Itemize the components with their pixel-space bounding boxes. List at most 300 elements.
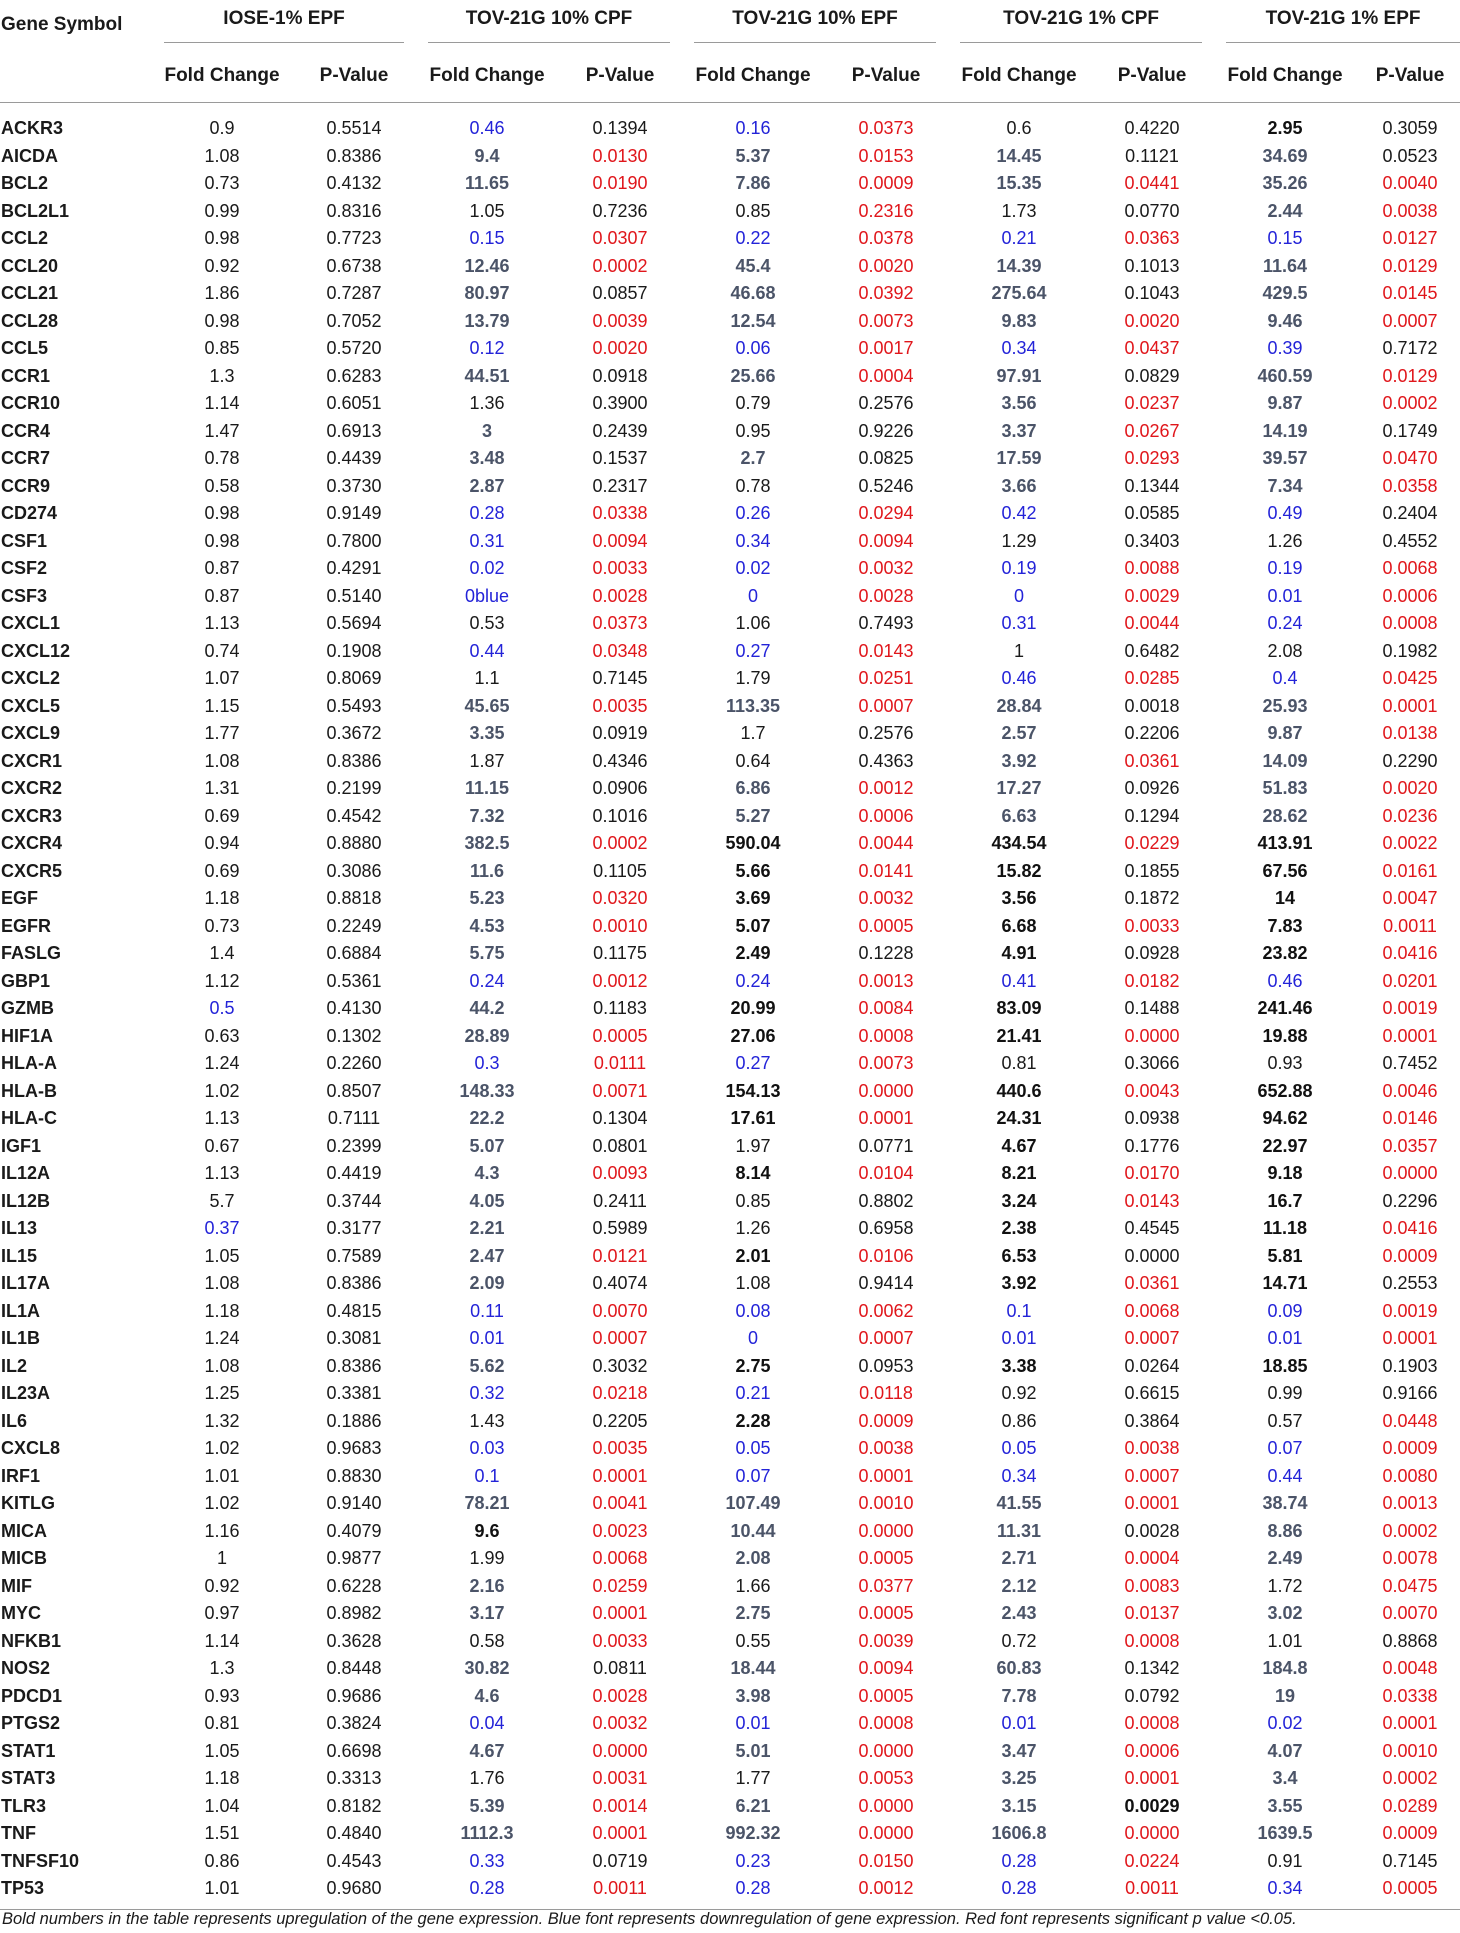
fold-change-cell: 1.25 (204, 1383, 240, 1404)
group-header: IOSE-1% EPF (148, 0, 412, 50)
fold-change-cell: 9.4 (474, 145, 500, 166)
fold-change-cell: 1.36 (469, 393, 505, 414)
p-value-cell: 0.0005 (1382, 1878, 1438, 1899)
fold-change-cell: 20.99 (730, 998, 776, 1019)
p-value-cell: 0.5140 (326, 585, 382, 606)
p-value-cell: 0.6482 (1124, 640, 1180, 661)
p-value-cell: 0.0470 (1382, 448, 1438, 469)
p-value-cell: 0.0012 (858, 1878, 914, 1899)
p-value-cell: 0.0378 (858, 228, 914, 249)
fold-change-cell: 3.47 (1001, 1740, 1037, 1761)
p-value-cell: 0.0001 (1382, 1713, 1438, 1734)
fold-change-cell: 7.34 (1267, 475, 1303, 496)
gene-symbol-cell: IL1A (1, 1300, 41, 1321)
p-value-cell: 0.0437 (1124, 338, 1180, 359)
p-value-cell: 0.1342 (1124, 1658, 1180, 1679)
fold-change-header: Fold Change (961, 65, 1077, 86)
fold-change-cell: 1.01 (204, 1878, 240, 1899)
p-value-cell: 0.0953 (858, 1355, 914, 1376)
p-value-cell: 0.0007 (858, 1328, 914, 1349)
p-value-cell: 0.0007 (592, 1328, 648, 1349)
fold-change-cell: 45.4 (735, 255, 771, 276)
fold-change-cell: 3.66 (1001, 475, 1037, 496)
fold-change-cell: 2.38 (1001, 1218, 1037, 1239)
fold-change-cell: 0.99 (204, 200, 240, 221)
fold-change-cell: 1639.5 (1257, 1823, 1313, 1844)
p-value-cell: 0.0293 (1124, 448, 1180, 469)
fold-change-cell: 5.07 (735, 915, 771, 936)
p-value-cell: 0.3032 (592, 1355, 648, 1376)
fold-change-cell: 0.15 (1267, 228, 1303, 249)
gene-symbol-cell: PTGS2 (1, 1713, 61, 1734)
p-value-cell: 0.0000 (858, 1740, 914, 1761)
fold-change-cell: 14.09 (1262, 750, 1308, 771)
gene-symbol-cell: TLR3 (1, 1795, 46, 1816)
fold-change-cell: 0.92 (204, 255, 240, 276)
p-value-cell: 0.0022 (1382, 833, 1438, 854)
fold-change-cell: 0.15 (469, 228, 505, 249)
p-value-cell: 0.0040 (1382, 173, 1438, 194)
gene-symbol-cell: CCR1 (1, 365, 51, 386)
p-value-cell: 0.0201 (1382, 970, 1438, 991)
fold-change-cell: 1.73 (1001, 200, 1037, 221)
fold-change-cell: 4.67 (1001, 1135, 1037, 1156)
table-row (0, 665, 1460, 693)
p-value-cell: 0.7723 (326, 228, 382, 249)
fold-change-cell: 0.37 (204, 1218, 240, 1239)
p-value-cell: 0.8386 (326, 1355, 382, 1376)
p-value-cell: 0.0005 (858, 915, 914, 936)
p-value-cell: 0.0029 (1124, 585, 1180, 606)
p-value-cell: 0.3066 (1124, 1053, 1180, 1074)
fold-change-cell: 28.89 (464, 1025, 510, 1046)
p-value-cell: 0.0005 (858, 1685, 914, 1706)
fold-change-cell: 0.93 (204, 1685, 240, 1706)
table-row (0, 1490, 1460, 1518)
fold-change-cell: 6.53 (1001, 1245, 1037, 1266)
fold-change-cell: 9.6 (474, 1520, 500, 1541)
table-row (0, 1188, 1460, 1216)
fold-change-cell: 1.07 (204, 668, 240, 689)
p-value-cell: 0.4439 (326, 448, 382, 469)
fold-change-cell: 2.43 (1001, 1603, 1037, 1624)
fold-change-cell: 0.95 (735, 420, 771, 441)
fold-change-cell: 0.63 (204, 1025, 240, 1046)
p-value-cell: 0.0009 (858, 1410, 914, 1431)
fold-change-cell: 0.16 (735, 118, 771, 139)
p-value-cell: 0.1228 (858, 943, 914, 964)
fold-change-cell: 12.54 (730, 310, 776, 331)
gene-symbol-cell: MICA (1, 1520, 47, 1541)
fold-change-cell: 3.15 (1001, 1795, 1037, 1816)
fold-change-cell: 0.09 (1267, 1300, 1303, 1321)
p-value-cell: 0.0008 (1382, 613, 1438, 634)
p-value-cell: 0.0084 (858, 998, 914, 1019)
fold-change-cell: 0.44 (469, 640, 505, 661)
fold-change-cell: 0 (748, 1328, 759, 1349)
gene-symbol-cell: CXCL12 (1, 640, 71, 661)
fold-change-cell: 13.79 (464, 310, 510, 331)
fold-change-cell: 1.31 (204, 778, 240, 799)
fold-change-cell: 0.97 (204, 1603, 240, 1624)
p-value-cell: 0.2439 (592, 420, 648, 441)
p-value-cell: 0.3177 (326, 1218, 382, 1239)
p-value-cell: 0.8182 (326, 1795, 382, 1816)
p-value-cell: 0.5514 (326, 118, 382, 139)
gene-symbol-cell: IL12A (1, 1163, 51, 1184)
table-row (0, 1518, 1460, 1546)
fold-change-cell: 1.29 (1001, 530, 1037, 551)
fold-change-cell: 5.75 (469, 943, 505, 964)
p-value-cell: 0.0121 (592, 1245, 648, 1266)
fold-change-cell: 1.26 (1267, 530, 1303, 551)
fold-change-cell: 9.18 (1267, 1163, 1303, 1184)
p-value-cell: 0.3081 (326, 1328, 382, 1349)
fold-change-cell: 4.3 (474, 1163, 500, 1184)
fold-change-cell: 0.3 (474, 1053, 500, 1074)
p-value-cell: 0.0307 (592, 228, 648, 249)
p-value-cell: 0.0448 (1382, 1410, 1438, 1431)
fold-change-cell: 35.26 (1262, 173, 1308, 194)
p-value-cell: 0.1537 (592, 448, 648, 469)
fold-change-cell: 590.04 (725, 833, 781, 854)
p-value-cell: 0.0035 (592, 1438, 648, 1459)
p-value-cell: 0.0377 (858, 1575, 914, 1596)
fold-change-cell: 2.75 (735, 1603, 771, 1624)
fold-change-cell: 1112.3 (460, 1823, 514, 1844)
fold-change-cell: 0.19 (1001, 558, 1037, 579)
p-value-cell: 0.7145 (592, 668, 648, 689)
p-value-cell: 0.0019 (1382, 1300, 1438, 1321)
p-value-cell: 0.3059 (1382, 118, 1438, 139)
p-value-cell: 0.2411 (593, 1190, 647, 1211)
p-value-cell: 0.0001 (592, 1603, 648, 1624)
fold-change-cell: 1.15 (204, 695, 240, 716)
fold-change-cell: 2.71 (1001, 1548, 1037, 1569)
table-row (0, 555, 1460, 583)
fold-change-cell: 1.13 (204, 1163, 240, 1184)
fold-change-cell: 0.81 (204, 1713, 240, 1734)
p-value-cell: 0.0000 (858, 1520, 914, 1541)
p-value-cell: 0.0009 (858, 173, 914, 194)
p-value-cell: 0.4545 (1124, 1218, 1180, 1239)
p-value-cell: 0.0373 (592, 613, 648, 634)
p-value-cell: 0.0033 (592, 558, 648, 579)
table-row (0, 445, 1460, 473)
fold-change-cell: 0.81 (1001, 1053, 1037, 1074)
fold-change-cell: 0.01 (735, 1713, 771, 1734)
p-value-cell: 0.0001 (1124, 1768, 1180, 1789)
p-value-cell: 0.0011 (593, 1878, 647, 1899)
fold-change-cell: 0.87 (204, 558, 240, 579)
fold-change-cell: 4.6 (474, 1685, 500, 1706)
p-value-cell: 0.0918 (592, 365, 648, 386)
gene-symbol-cell: CCL28 (1, 310, 59, 331)
p-value-cell: 0.0224 (1124, 1850, 1180, 1871)
fold-change-cell: 1.08 (204, 145, 240, 166)
fold-change-cell: 2.08 (1267, 640, 1303, 661)
p-value-cell: 0.0001 (1382, 1328, 1438, 1349)
table-row (0, 583, 1460, 611)
fold-change-cell: 38.74 (1262, 1493, 1308, 1514)
table-row (0, 335, 1460, 363)
fold-change-cell: 2.08 (735, 1548, 771, 1569)
p-value-cell: 0.0182 (1124, 970, 1180, 991)
fold-change-cell: 148.33 (459, 1080, 515, 1101)
fold-change-cell: 5.23 (469, 888, 505, 909)
p-value-cell: 0.0004 (1124, 1548, 1180, 1569)
fold-change-cell: 992.32 (725, 1823, 781, 1844)
fold-change-cell: 78.21 (464, 1493, 510, 1514)
table-row (0, 1270, 1460, 1298)
table-row (0, 913, 1460, 941)
p-value-cell: 0.8830 (326, 1465, 382, 1486)
gene-symbol-cell: PDCD1 (1, 1685, 63, 1706)
fold-change-cell: 14.19 (1262, 420, 1308, 441)
fold-change-cell: 5.01 (735, 1740, 771, 1761)
p-value-cell: 0.0008 (1124, 1630, 1180, 1651)
fold-change-cell: 1 (216, 1548, 227, 1569)
p-value-cell: 0.0028 (592, 585, 648, 606)
fold-change-cell: 34.69 (1262, 145, 1308, 166)
fold-change-cell: 0.87 (204, 585, 240, 606)
p-value-cell: 0.0145 (1382, 283, 1438, 304)
p-value-cell: 0.0006 (858, 805, 914, 826)
fold-change-cell: 460.59 (1257, 365, 1313, 386)
p-value-cell: 0.2576 (858, 393, 914, 414)
p-value-cell: 0.3730 (326, 475, 382, 496)
table-row (0, 610, 1460, 638)
fold-change-cell: 0.1 (1006, 1300, 1032, 1321)
fold-change-cell: 652.88 (1257, 1080, 1313, 1101)
table-row (0, 1380, 1460, 1408)
fold-change-cell: 1.14 (204, 1630, 240, 1651)
fold-change-cell: 0.98 (204, 530, 240, 551)
fold-change-cell: 1.06 (735, 613, 771, 634)
gene-symbol-cell: IL6 (1, 1410, 28, 1431)
p-value-cell: 0.0264 (1124, 1355, 1180, 1376)
fold-change-cell: 14.45 (996, 145, 1042, 166)
fold-change-cell: 7.32 (469, 805, 505, 826)
fold-change-cell: 0.57 (1267, 1410, 1303, 1431)
p-value-cell: 0.0138 (1382, 723, 1438, 744)
p-value-cell: 0.6228 (326, 1575, 382, 1596)
fold-change-cell: 11.31 (997, 1520, 1042, 1541)
fold-change-cell: 3.4 (1272, 1768, 1298, 1789)
p-value-cell: 0.0137 (1124, 1603, 1180, 1624)
fold-change-cell: 3 (482, 420, 493, 441)
p-value-cell: 0.0938 (1124, 1108, 1180, 1129)
fold-change-cell: 2.7 (740, 448, 766, 469)
fold-change-cell: 0.28 (1001, 1878, 1037, 1899)
table-row (0, 390, 1460, 418)
p-value-cell: 0.0005 (858, 1603, 914, 1624)
gene-symbol-cell: STAT3 (1, 1768, 56, 1789)
fold-change-cell: 22.97 (1262, 1135, 1308, 1156)
fold-change-cell: 0.55 (735, 1630, 771, 1651)
table-row (0, 143, 1460, 171)
p-value-cell: 0.4074 (592, 1273, 648, 1294)
gene-symbol-cell: CXCL9 (1, 723, 61, 744)
fold-change-cell: 83.09 (996, 998, 1042, 1019)
p-value-cell: 0.7111 (327, 1108, 381, 1129)
table-row (0, 1050, 1460, 1078)
table-row (0, 1353, 1460, 1381)
fold-change-cell: 2.16 (469, 1575, 505, 1596)
p-value-cell: 0.3744 (326, 1190, 382, 1211)
gene-symbol-cell: MYC (1, 1603, 41, 1624)
fold-change-cell: 41.55 (996, 1493, 1042, 1514)
fold-change-cell: 2.28 (735, 1410, 771, 1431)
fold-change-cell: 0.06 (735, 338, 771, 359)
p-value-cell: 0.0361 (1124, 1273, 1180, 1294)
p-value-cell: 0.0143 (858, 640, 914, 661)
fold-change-cell: 1.08 (735, 1273, 771, 1294)
p-value-cell: 0.1855 (1124, 860, 1180, 881)
fold-change-cell: 11.15 (464, 778, 510, 799)
p-value-cell: 0.1776 (1124, 1135, 1180, 1156)
table-row (0, 1710, 1460, 1738)
fold-change-cell: 0.44 (1267, 1465, 1303, 1486)
gene-symbol-cell: CXCR1 (1, 750, 63, 771)
p-value-cell: 0.4346 (592, 750, 648, 771)
gene-symbol-cell: IL1B (1, 1328, 41, 1349)
p-value-cell: 0.7172 (1382, 338, 1438, 359)
gene-symbol-cell: TP53 (1, 1878, 45, 1899)
fold-change-cell: 0.02 (1267, 1713, 1303, 1734)
gene-symbol-cell: CSF2 (1, 558, 48, 579)
fold-change-header: Fold Change (695, 65, 811, 86)
p-value-cell: 0.0007 (858, 695, 914, 716)
p-value-cell: 0.3864 (1124, 1410, 1180, 1431)
fold-change-cell: 9.46 (1267, 310, 1303, 331)
fold-change-cell: 0.58 (469, 1630, 505, 1651)
table-row (0, 1298, 1460, 1326)
p-value-cell: 0.1105 (593, 860, 647, 881)
p-value-cell: 0.9414 (858, 1273, 914, 1294)
fold-change-cell: 17.59 (996, 448, 1042, 469)
fold-change-cell: 5.66 (735, 860, 771, 881)
p-value-cell: 0.9686 (326, 1685, 382, 1706)
p-value-cell: 0.0294 (858, 503, 914, 524)
fold-change-cell: 0.33 (469, 1850, 505, 1871)
gene-symbol-cell: ACKR3 (1, 118, 64, 139)
fold-change-cell: 0.78 (204, 448, 240, 469)
fold-change-cell: 0.58 (204, 475, 240, 496)
p-value-cell: 0.0358 (1382, 475, 1438, 496)
p-value-cell: 0.9149 (326, 503, 382, 524)
table-row (0, 308, 1460, 336)
p-value-cell: 0.0218 (592, 1383, 648, 1404)
gene-symbol-cell: IL13 (1, 1218, 38, 1239)
p-value-cell: 0.0038 (1382, 200, 1438, 221)
gene-symbol-cell: HIF1A (1, 1025, 54, 1046)
p-value-cell: 0.0127 (1382, 228, 1438, 249)
fold-change-cell: 4.53 (469, 915, 505, 936)
fold-change-cell: 39.57 (1262, 448, 1308, 469)
table-row (0, 1573, 1460, 1601)
p-value-cell: 0.0229 (1124, 833, 1180, 854)
fold-change-cell: 46.68 (730, 283, 776, 304)
p-value-cell: 0.0153 (858, 145, 914, 166)
p-value-cell: 0.0392 (858, 283, 914, 304)
p-value-cell: 0.0041 (592, 1493, 648, 1514)
fold-change-cell: 0.92 (204, 1575, 240, 1596)
p-value-cell: 0.0001 (858, 1465, 914, 1486)
p-value-cell: 0.0289 (1382, 1795, 1438, 1816)
p-value-cell: 0.0007 (1124, 1328, 1180, 1349)
fold-change-cell: 2.49 (1267, 1548, 1303, 1569)
table-row (0, 1545, 1460, 1573)
p-value-cell: 0.1394 (592, 118, 648, 139)
p-value-cell: 0.0039 (858, 1630, 914, 1651)
table-row (0, 1875, 1460, 1903)
fold-change-cell: 107.49 (725, 1493, 781, 1514)
fold-change-cell: 0.05 (735, 1438, 771, 1459)
p-value-cell: 0.1302 (326, 1025, 382, 1046)
fold-change-cell: 0.05 (1001, 1438, 1037, 1459)
p-value-cell: 0.0029 (1124, 1795, 1180, 1816)
p-value-cell: 0.8386 (326, 1273, 382, 1294)
gene-symbol-cell: KITLG (1, 1493, 55, 1514)
p-value-cell: 0.0020 (858, 255, 914, 276)
fold-change-cell: 0.02 (469, 558, 505, 579)
table-row (0, 940, 1460, 968)
fold-change-cell: 0 (748, 585, 759, 606)
fold-change-cell: 1.05 (204, 1740, 240, 1761)
table-row (0, 1078, 1460, 1106)
fold-change-cell: 8.21 (1001, 1163, 1037, 1184)
fold-change-cell: 80.97 (464, 283, 510, 304)
gene-symbol-cell: STAT1 (1, 1740, 56, 1761)
p-value-cell: 0.6283 (326, 365, 382, 386)
fold-change-cell: 0.74 (204, 640, 240, 661)
fold-change-cell: 21.41 (996, 1025, 1042, 1046)
p-value-cell: 0.0829 (1124, 365, 1180, 386)
p-value-cell: 0.0028 (858, 585, 914, 606)
fold-change-cell: 2.01 (735, 1245, 771, 1266)
fold-change-cell: 241.46 (1257, 998, 1313, 1019)
fold-change-cell: 0.73 (204, 915, 240, 936)
p-value-cell: 0.0771 (858, 1135, 914, 1156)
fold-change-cell: 7.83 (1267, 915, 1303, 936)
group-header: TOV-21G 10% EPF (678, 0, 944, 50)
fold-change-cell: 14.71 (1262, 1273, 1308, 1294)
fold-change-cell: 0.49 (1267, 503, 1303, 524)
fold-change-cell: 1.05 (469, 200, 505, 221)
p-value-cell: 0.0585 (1124, 503, 1180, 524)
p-value-cell: 0.0475 (1382, 1575, 1438, 1596)
p-value-cell: 0.0008 (858, 1025, 914, 1046)
fold-change-cell: 5.7 (209, 1190, 235, 1211)
p-value-cell: 0.0002 (592, 255, 648, 276)
p-value-cell: 0.0118 (859, 1383, 913, 1404)
fold-change-cell: 5.62 (469, 1355, 505, 1376)
table-footnote: Bold numbers in the table represents upregulation of the gene expression. Blue font represents downregulation of gene expression. Red font represents significant p value <0.05. (2, 1910, 1297, 1928)
fold-change-cell: 0.42 (1001, 503, 1037, 524)
fold-change-cell: 15.35 (996, 173, 1042, 194)
p-value-cell: 0.2317 (592, 475, 648, 496)
p-value-cell: 0.7589 (326, 1245, 382, 1266)
table-row (0, 1105, 1460, 1133)
p-value-cell: 0.4542 (326, 805, 382, 826)
p-value-cell: 0.0000 (858, 1823, 914, 1844)
table-row (0, 528, 1460, 556)
p-value-cell: 0.0104 (858, 1163, 914, 1184)
p-value-cell: 0.0093 (592, 1163, 648, 1184)
p-value-cell: 0.0825 (858, 448, 914, 469)
p-value-cell: 0.0000 (1124, 1245, 1180, 1266)
